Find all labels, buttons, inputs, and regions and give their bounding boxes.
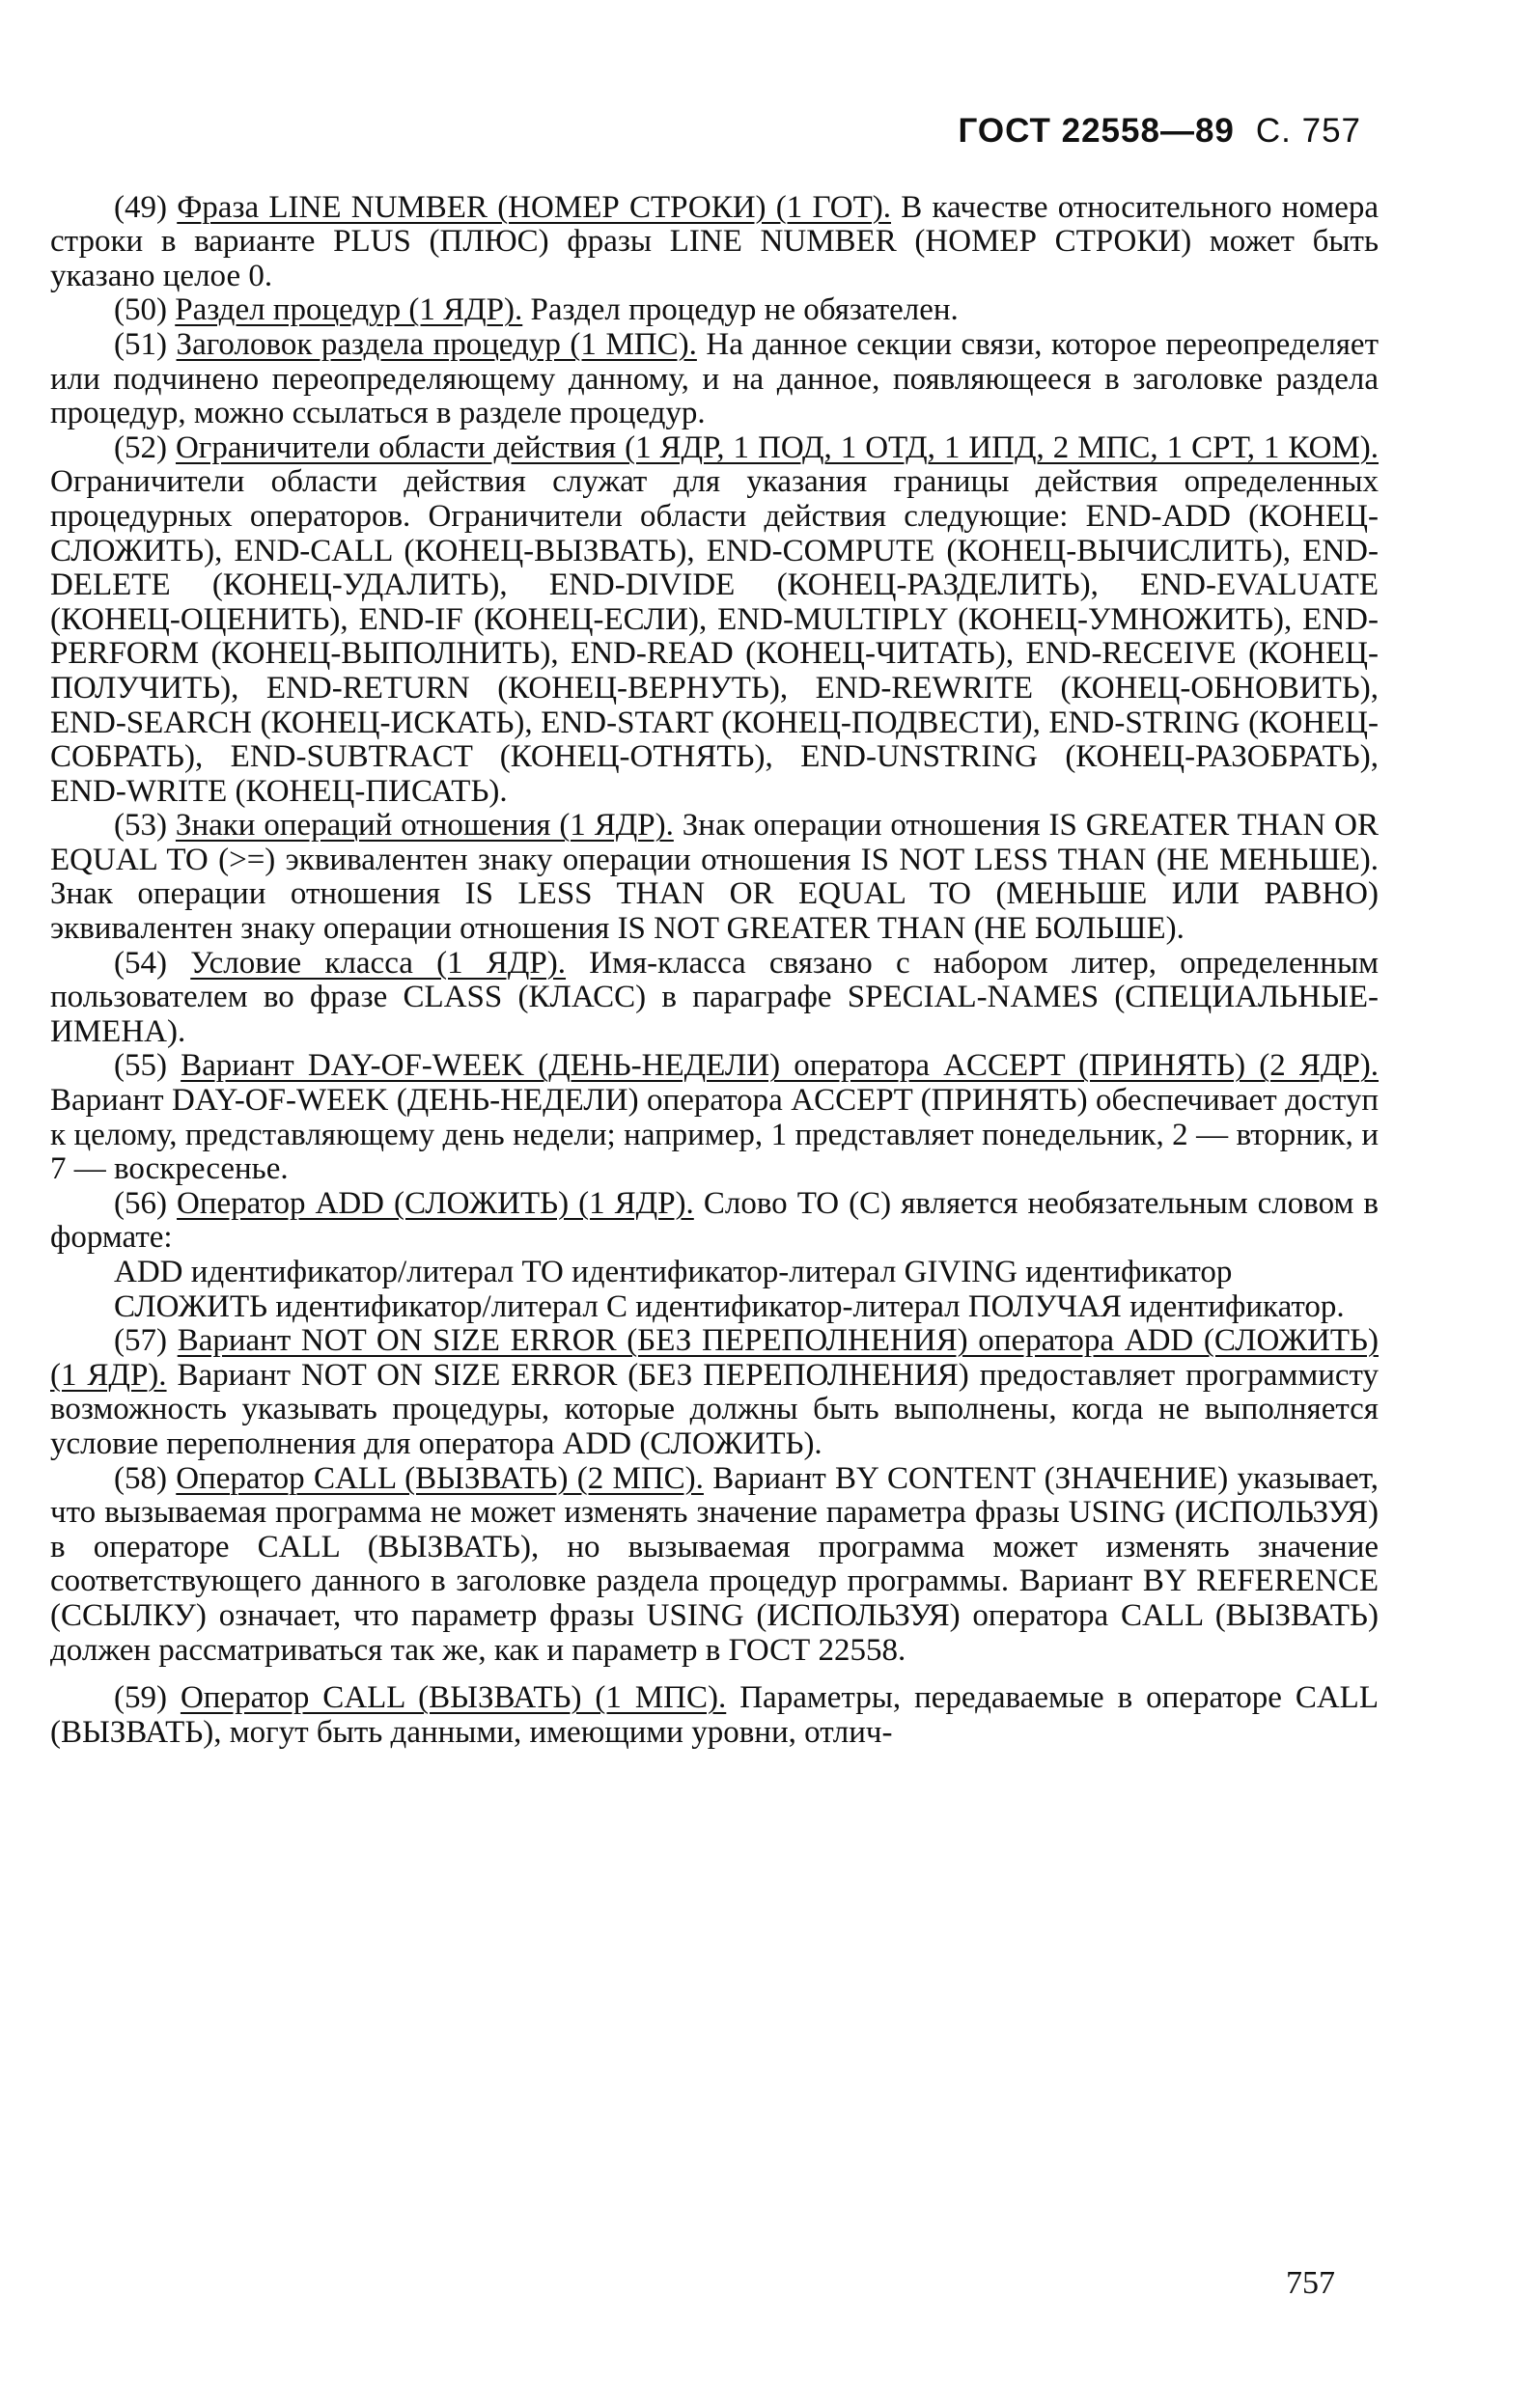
paragraph-57: (57) Вариант NOT ON SIZE ERROR (БЕЗ ПЕРЕПОЛНЕНИЯ) оператора ADD (СЛОЖИТЬ) (1 ЯДР). Вариант NOT ON SIZE ERROR (БЕЗ ПЕРЕПОЛНЕНИЯ) предоставляет программисту возможность указывать процедуры, которые должны быть выполнены, когда не выполняется условие переполнения для оператора ADD (СЛОЖИТЬ). (50, 1323, 1380, 1461)
paragraph-heading: Условие класса (1 ЯДР). (190, 945, 567, 981)
paragraph-heading: Знаки операций отношения (1 ЯДР). (175, 808, 674, 844)
paragraph-heading: Вариант DAY-OF-WEEK (ДЕНЬ-НЕДЕЛИ) оператора ACCEPT (ПРИНЯТЬ) (2 ЯДР). (181, 1048, 1380, 1084)
paragraph-53: (53) Знаки операций отношения (1 ЯДР). Знак операции отношения IS GREATER THAN OR EQUAL TO (>=) эквивалентен знаку операции отношения IS NOT LESS THAN (НЕ МЕНЬШЕ). Знак операции отношения IS LESS THAN OR EQUAL TO (МЕНЬШЕ ИЛИ РАВНО) эквивалентен знаку операции отношения IS NOT GREATER THAN (НЕ БОЛЬШЕ). (50, 808, 1379, 947)
paragraph-58: (58) Оператор CALL (ВЫЗВАТЬ) (2 МПС). Вариант BY CONTENT (ЗНАЧЕНИЕ) указывает, что вызываемая программа не может изменять значение параметра фразы USING (ИСПОЛЬЗУЯ) в операторе CALL (ВЫЗВАТЬ), но вызываемая программа может изменять значение соответствующего данного в заголовке раздела процедур программы. Вариант BY REFERENCE (ССЫЛКУ) означает, что параметр фразы USING (ИСПОЛЬЗУЯ) оператора CALL (ВЫЗВАТЬ) должен рассматриваться так же, как и параметр в ГОСТ 22558. (50, 1460, 1379, 1668)
page-reference: С. 757 (1255, 112, 1361, 150)
paragraph-59: (59) Оператор CALL (ВЫЗВАТЬ) (1 МПС). Параметры, передаваемые в операторе CALL (ВЫЗВАТЬ), могут быть данными, имеющими уровни, отлич- (50, 1680, 1379, 1750)
paragraph-heading: Фраза LINE NUMBER (НОМЕР СТРОКИ) (1 ГОТ). (177, 189, 892, 225)
paragraph-49: (49) Фраза LINE NUMBER (НОМЕР СТРОКИ) (1 ГОТ). В качестве относительного номера строки в варианте PLUS (ПЛЮС) фразы LINE NUMBER (НОМЕР СТРОКИ) может быть указано целое 0. (50, 189, 1380, 293)
paragraph-54: (54) Условие класса (1 ЯДР). Имя-класса связано с набором литер, определенным пользователем во фразе CLASS (КЛАСС) в параграфе SPECIAL-NAMES (СПЕЦИАЛЬНЫЕ-ИМЕНА). (50, 945, 1380, 1049)
paragraph-52: (52) Ограничители области действия (1 ЯДР, 1 ПОД, 1 ОТД, 1 ИПД, 2 МПС, 1 СРТ, 1 КОМ). Ограничители области действия служат для указания границы действия определенных процедурных операторов. Ограничители области действия следующие: END-ADD (КОНЕЦ-СЛОЖИТЬ), END-CALL (КОНЕЦ-ВЫЗВАТЬ), END-COMPUTE (КОНЕЦ-ВЫЧИСЛИТЬ), END-DELETE (КОНЕЦ-УДАЛИТЬ), END-DIVIDE (КОНЕЦ-РАЗДЕЛИТЬ), END-EVALUATE (КОНЕЦ-ОЦЕНИТЬ), END-IF (КОНЕЦ-ЕСЛИ), END-MULTIPLY (КОНЕЦ-УМНОЖИТЬ), END-PERFORM (КОНЕЦ-ВЫПОЛНИТЬ), END-READ (КОНЕЦ-ЧИТАТЬ), END-RECEIVE (КОНЕЦ-ПОЛУЧИТЬ), END-RETURN (КОНЕЦ-ВЕРНУТЬ), END-REWRITE (КОНЕЦ-ОБНОВИТЬ), END-SEARCH (КОНЕЦ-ИСКАТЬ), END-START (КОНЕЦ-ПОДВЕСТИ), END-STRING (КОНЕЦ-СОБРАТЬ), END-SUBTRACT (КОНЕЦ-ОТНЯТЬ), END-UNSTRING (КОНЕЦ-РАЗОБРАТЬ), END-WRITE (КОНЕЦ-ПИСАТЬ). (50, 429, 1379, 809)
paragraph-heading: Вариант NOT ON SIZE ERROR (БЕЗ ПЕРЕПОЛНЕНИЯ) оператора ADD (СЛОЖИТЬ) (1 ЯДР). (50, 1323, 1379, 1393)
paragraph-heading: Раздел процедур (1 ЯДР). (175, 292, 523, 328)
paragraph-heading: Оператор CALL (ВЫЗВАТЬ) (1 МПС). (180, 1680, 727, 1716)
page-header (50, 114, 1379, 149)
format-line-en: ADD идентификатор/литерал TO идентификатор-литерал GIVING идентификатор (114, 1255, 1233, 1289)
paragraph-50: (50) Раздел процедур (1 ЯДР). Раздел процедур не обязателен. (114, 292, 959, 328)
paragraph-55: (55) Вариант DAY-OF-WEEK (ДЕНЬ-НЕДЕЛИ) оператора ACCEPT (ПРИНЯТЬ) (2 ЯДР). Вариант DAY-OF-WEEK (ДЕНЬ-НЕДЕЛИ) оператора ACCEPT (ПРИНЯТЬ) обеспечивает доступ к целому, представляющему день недели; например, 1 представляет понедельник, 2 — вторник, и 7 — воскресенье. (50, 1048, 1380, 1187)
paragraph-51: (51) Заголовок раздела процедур (1 МПС). На данное секции связи, которое переопределяет или подчинено переопределяющему данному, и на данное, появляющееся в заголовке раздела процедур, можно ссылаться в разделе процедур. (50, 326, 1379, 431)
paragraph-heading: Оператор ADD (СЛОЖИТЬ) (1 ЯДР). (177, 1185, 694, 1221)
page-number: 757 (1286, 2265, 1335, 2301)
paragraph-56: (56) Оператор ADD (СЛОЖИТЬ) (1 ЯДР). Слово TO (С) является необязательным словом в формате: (50, 1185, 1379, 1256)
standard-number: ГОСТ 22558—89 (958, 112, 1235, 150)
paragraph-heading: Ограничители области действия (1 ЯДР, 1 ПОД, 1 ОТД, 1 ИПД, 2 МПС, 1 СРТ, 1 КОМ). (175, 429, 1379, 465)
paragraph-heading: Заголовок раздела процедур (1 МПС). (176, 326, 697, 362)
paragraph-heading: Оператор CALL (ВЫЗВАТЬ) (2 МПС). (176, 1460, 704, 1496)
format-line-ru: СЛОЖИТЬ идентификатор/литерал С идентификатор-литерал ПОЛУЧАЯ идентификатор. (114, 1288, 1345, 1324)
